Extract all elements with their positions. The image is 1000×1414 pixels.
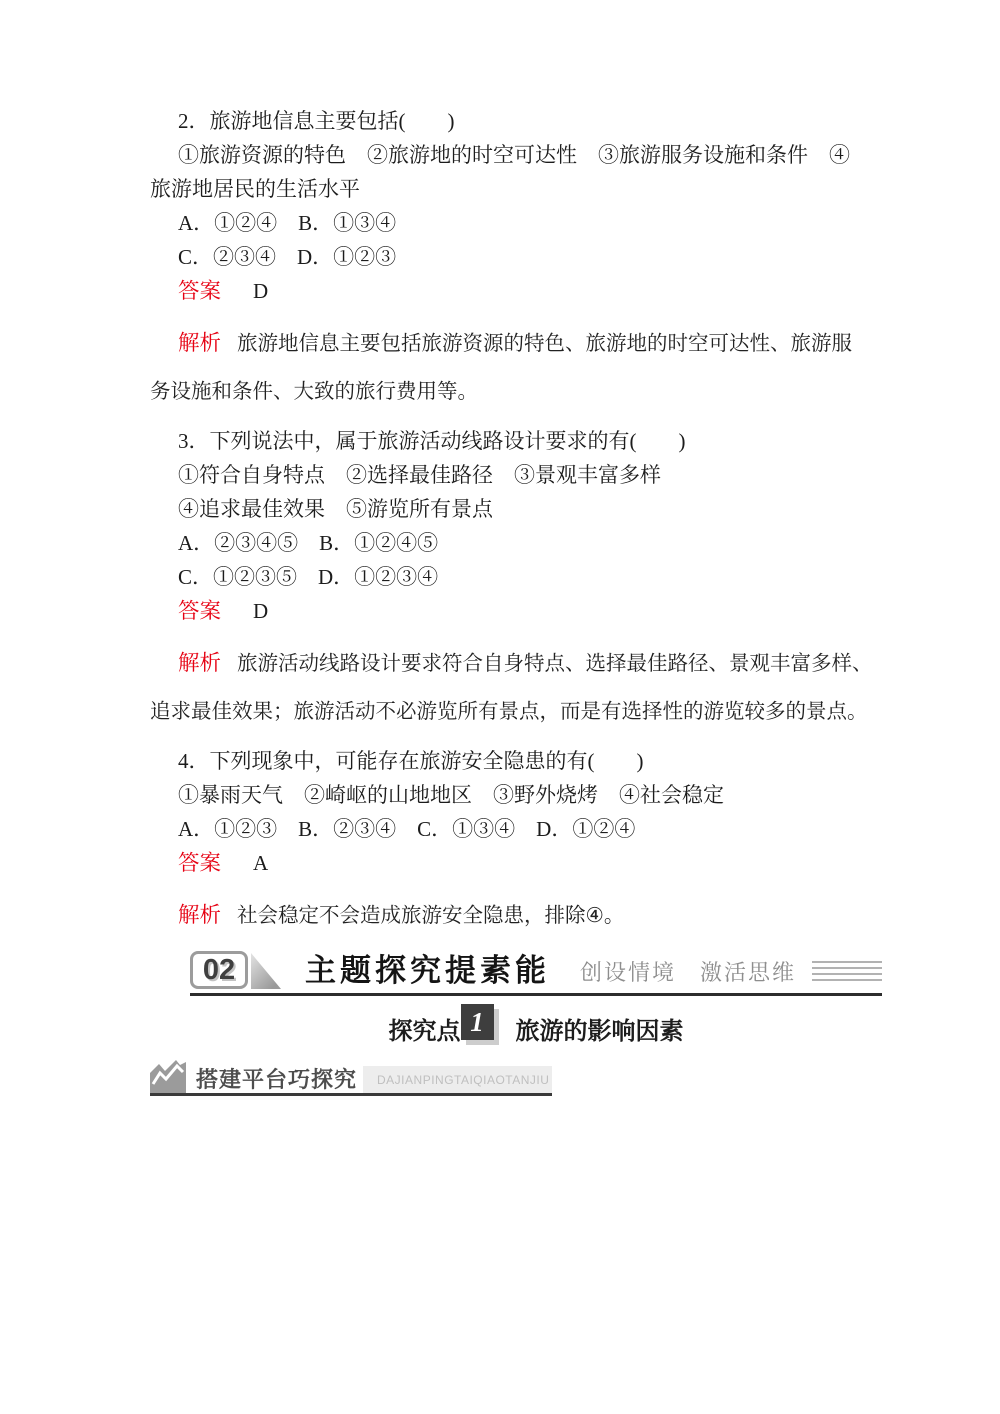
analysis-text: 旅游活动线路设计要求符合自身特点、选择最佳路径、景观丰富多样、	[237, 652, 873, 675]
question-choices-line: ①旅游资源的特色 ②旅游地的时空可达性 ③旅游服务设施和条件 ④	[178, 143, 850, 167]
analysis-block	[150, 639, 890, 736]
platform-bar-title: 搭建平台巧探究	[196, 1067, 358, 1092]
explore-point-number-badge: 1	[461, 1004, 494, 1040]
analysis-text: 社会稳定不会造成旅游安全隐患，排除④。	[237, 904, 625, 927]
explore-point-row	[190, 1007, 882, 1046]
question-options-line: A．①②③ B．②③④ C．①③④ D．①②④	[178, 817, 636, 841]
question-options-line: C．①②③⑤ D．①②③④	[178, 565, 439, 589]
analysis-first-line	[150, 319, 890, 368]
analysis-text: 旅游地信息主要包括旅游资源的特色、旅游地的时空可达性、旅游服	[237, 332, 853, 355]
question-choices-line: ④追求最佳效果 ⑤游览所有景点	[178, 497, 493, 521]
platform-bar	[150, 1060, 552, 1096]
answer-label: 答案	[178, 279, 222, 303]
question-options-line: A．①②④ B．①③④	[178, 211, 397, 235]
answer-value: A	[253, 851, 269, 875]
question-2-block	[150, 104, 890, 416]
answer-value: D	[253, 599, 269, 623]
question-3-block	[150, 424, 890, 736]
analysis-block	[150, 319, 890, 416]
question-stem: 4．下列现象中，可能存在旅游安全隐患的有( )	[178, 749, 644, 773]
question-stem: 3．下列说法中，属于旅游活动线路设计要求的有( )	[178, 429, 686, 453]
section-subtitle: 创设情境 激活思维	[580, 960, 797, 985]
platform-bar-pinyin: DAJIANPINGTAIQIAOTANJIU	[363, 1066, 552, 1093]
banner-triangle-decoration	[251, 953, 281, 989]
section-number-badge: 02	[190, 951, 248, 989]
banner-pinstripes-decoration	[812, 961, 882, 981]
analysis-label: 解析	[178, 903, 222, 927]
answer-label: 答案	[178, 599, 222, 623]
answer-line	[150, 594, 890, 631]
section-banner	[190, 948, 882, 996]
question-stem: 2．旅游地信息主要包括( )	[178, 109, 455, 133]
section-title: 主题探究提素能	[305, 953, 550, 988]
question-choices-line: ①暴雨天气 ②崎岖的山地地区 ③野外烧烤 ④社会稳定	[178, 783, 724, 807]
answer-line	[150, 274, 890, 311]
analysis-label: 解析	[178, 651, 222, 675]
question-options-line: C．②③④ D．①②③	[178, 245, 397, 269]
answer-line	[150, 846, 890, 883]
answer-label: 答案	[178, 851, 222, 875]
question-options-line: A．②③④⑤ B．①②④⑤	[178, 531, 439, 555]
analysis-block	[150, 891, 890, 940]
analysis-cont-line: 追求最佳效果；旅游活动不必游览所有景点，而是有选择性的游览较多的景点。	[150, 700, 868, 723]
answer-value: D	[253, 279, 269, 303]
explore-point-topic: 旅游的影响因素	[515, 1017, 684, 1045]
question-choices-line-wrap: 旅游地居民的生活水平	[150, 177, 360, 201]
question-4-block	[150, 744, 890, 940]
analysis-cont-line: 务设施和条件、大致的旅行费用等。	[150, 380, 478, 403]
explore-point-label: 探究点	[388, 1017, 461, 1045]
line-chart-icon	[150, 1060, 186, 1093]
analysis-first-line	[150, 639, 890, 688]
analysis-label: 解析	[178, 331, 222, 355]
question-choices-line: ①符合自身特点 ②选择最佳路径 ③景观丰富多样	[178, 463, 661, 487]
analysis-first-line	[150, 891, 890, 940]
